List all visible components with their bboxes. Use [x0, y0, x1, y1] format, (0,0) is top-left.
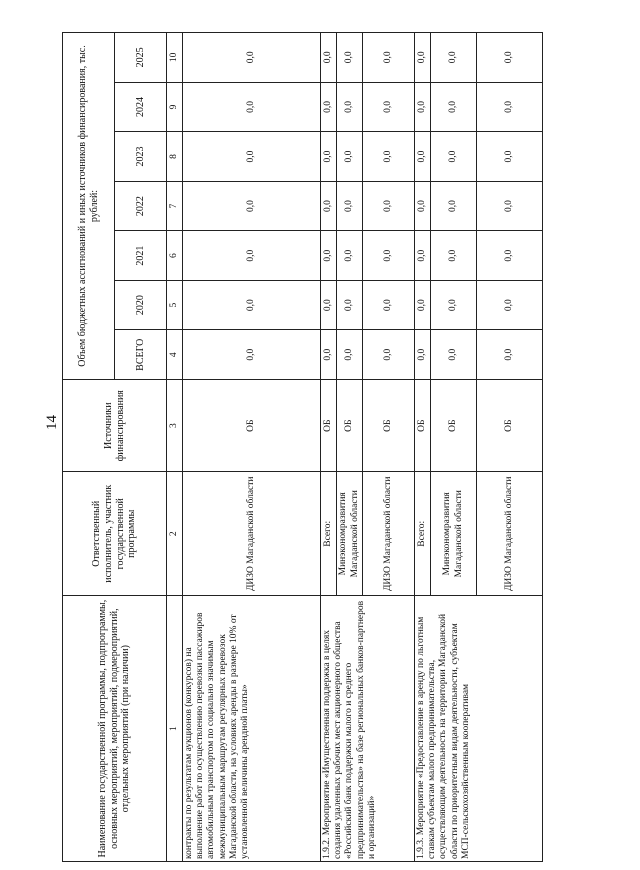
value-cell: 0,0	[415, 132, 431, 182]
value-cell: 0,0	[415, 82, 431, 132]
value-cell: 0,0	[477, 82, 543, 132]
table-row	[415, 33, 431, 862]
value-cell: 0,0	[415, 280, 431, 330]
value-cell: 0,0	[321, 330, 337, 380]
value-cell: 0,0	[321, 181, 337, 231]
value-cell: 0,0	[183, 181, 321, 231]
value-cell: 0,0	[477, 132, 543, 182]
value-cell: 0,0	[477, 330, 543, 380]
value-cell: 0,0	[321, 132, 337, 182]
value-cell: 0,0	[183, 132, 321, 182]
value-cell: 0,0	[363, 132, 415, 182]
value-cell: 0,0	[431, 280, 477, 330]
value-cell: 0,0	[183, 330, 321, 380]
value-cell: 0,0	[431, 231, 477, 281]
source-cell: ОБ	[431, 379, 477, 471]
rotated-table-wrapper	[62, 32, 512, 862]
column-numbers-row	[167, 33, 183, 862]
value-cell: 0,0	[431, 33, 477, 83]
financing-table	[62, 32, 543, 862]
header-volume: Объем бюджетных ассигнований и иных источников финансирования, тыс. рублей:	[63, 33, 115, 380]
value-cell: 0,0	[363, 33, 415, 83]
value-cell: 0,0	[431, 82, 477, 132]
source-cell: ОБ	[415, 379, 431, 471]
value-cell: 0,0	[363, 280, 415, 330]
value-cell: 0,0	[477, 181, 543, 231]
value-cell: 0,0	[363, 330, 415, 380]
value-cell: 0,0	[363, 82, 415, 132]
value-cell: 0,0	[337, 181, 363, 231]
source-cell: ОБ	[337, 379, 363, 471]
value-cell: 0,0	[321, 82, 337, 132]
value-cell: 0,0	[477, 280, 543, 330]
col-num: 3	[167, 379, 183, 471]
value-cell: 0,0	[321, 231, 337, 281]
value-cell: 0,0	[415, 231, 431, 281]
header-year-2021: 2021	[115, 231, 167, 281]
executor-cell: Всего:	[321, 472, 337, 596]
value-cell: 0,0	[337, 280, 363, 330]
program-name-cell: 1.9.3. Мероприятие «Предоставление в аренду по льготным ставкам субъектам малого предпринимательства, осуществляющим деятельность на территории Магаданской области по приоритетным видам деятельности, субъектам МСП-сельскохозяйственным кооперативам	[415, 596, 543, 862]
col-num: 2	[167, 472, 183, 596]
col-num: 10	[167, 33, 183, 83]
header-year-2025: 2025	[115, 33, 167, 83]
table-row	[183, 33, 321, 862]
executor-cell: Минэкономразвития Магаданской области	[337, 472, 363, 596]
header-source: Источники финансирования	[63, 379, 167, 471]
value-cell: 0,0	[431, 132, 477, 182]
col-num: 1	[167, 596, 183, 862]
value-cell: 0,0	[415, 181, 431, 231]
value-cell: 0,0	[337, 330, 363, 380]
col-num: 7	[167, 181, 183, 231]
value-cell: 0,0	[477, 231, 543, 281]
value-cell: 0,0	[183, 82, 321, 132]
header-year-2020: 2020	[115, 280, 167, 330]
value-cell: 0,0	[431, 330, 477, 380]
col-num: 6	[167, 231, 183, 281]
source-cell: ОБ	[363, 379, 415, 471]
header-year-2022: 2022	[115, 181, 167, 231]
executor-cell: ДИЗО Магаданской области	[477, 472, 543, 596]
value-cell: 0,0	[183, 231, 321, 281]
value-cell: 0,0	[183, 280, 321, 330]
executor-cell: Минэкономразвития Магаданской области	[431, 472, 477, 596]
value-cell: 0,0	[337, 231, 363, 281]
header-executor: Ответственный исполнитель, участник государственной программы	[63, 472, 167, 596]
header-year-2024: 2024	[115, 82, 167, 132]
col-num: 9	[167, 82, 183, 132]
executor-cell: ДИЗО Магаданской области	[183, 472, 321, 596]
value-cell: 0,0	[337, 82, 363, 132]
col-num: 5	[167, 280, 183, 330]
executor-cell: Всего:	[415, 472, 431, 596]
program-name-cell: контракты по результатам аукционов (конкурсов) на выполнение работ по осуществлению перевозки пассажиров автомобильным транспортом по социально значимым межмуниципальным маршрутам регулярных перевозок Магаданской области, на условиях аренды в размере 10% от установленной величины арендной платы»	[183, 596, 321, 862]
value-cell: 0,0	[183, 33, 321, 83]
executor-cell: ДИЗО Магаданской области	[363, 472, 415, 596]
value-cell: 0,0	[321, 280, 337, 330]
header-program-name: Наименование государственной программы, подпрограммы, основных мероприятий, мероприятий, подмероприятий, отдельных мероприятий (при наличии)	[63, 596, 167, 862]
value-cell: 0,0	[415, 330, 431, 380]
value-cell: 0,0	[415, 33, 431, 83]
source-cell: ОБ	[183, 379, 321, 471]
page-number: 14	[44, 415, 60, 430]
value-cell: 0,0	[363, 181, 415, 231]
table-row	[321, 33, 337, 862]
value-cell: 0,0	[363, 231, 415, 281]
value-cell: 0,0	[321, 33, 337, 83]
header-year-2023: 2023	[115, 132, 167, 182]
program-name-cell: 1.9.2. Мероприятие «Имущественная поддержка в целях создания удаленных рабочих мест акционерного общества «Российский банк поддержки малого и среднего предпринимательства» на базе региональных банков-партнеров и организаций»	[321, 596, 415, 862]
source-cell: ОБ	[321, 379, 337, 471]
header-year-total: ВСЕГО	[115, 330, 167, 380]
value-cell: 0,0	[337, 33, 363, 83]
value-cell: 0,0	[431, 181, 477, 231]
source-cell: ОБ	[477, 379, 543, 471]
col-num: 8	[167, 132, 183, 182]
value-cell: 0,0	[477, 33, 543, 83]
col-num: 4	[167, 330, 183, 380]
value-cell: 0,0	[337, 132, 363, 182]
